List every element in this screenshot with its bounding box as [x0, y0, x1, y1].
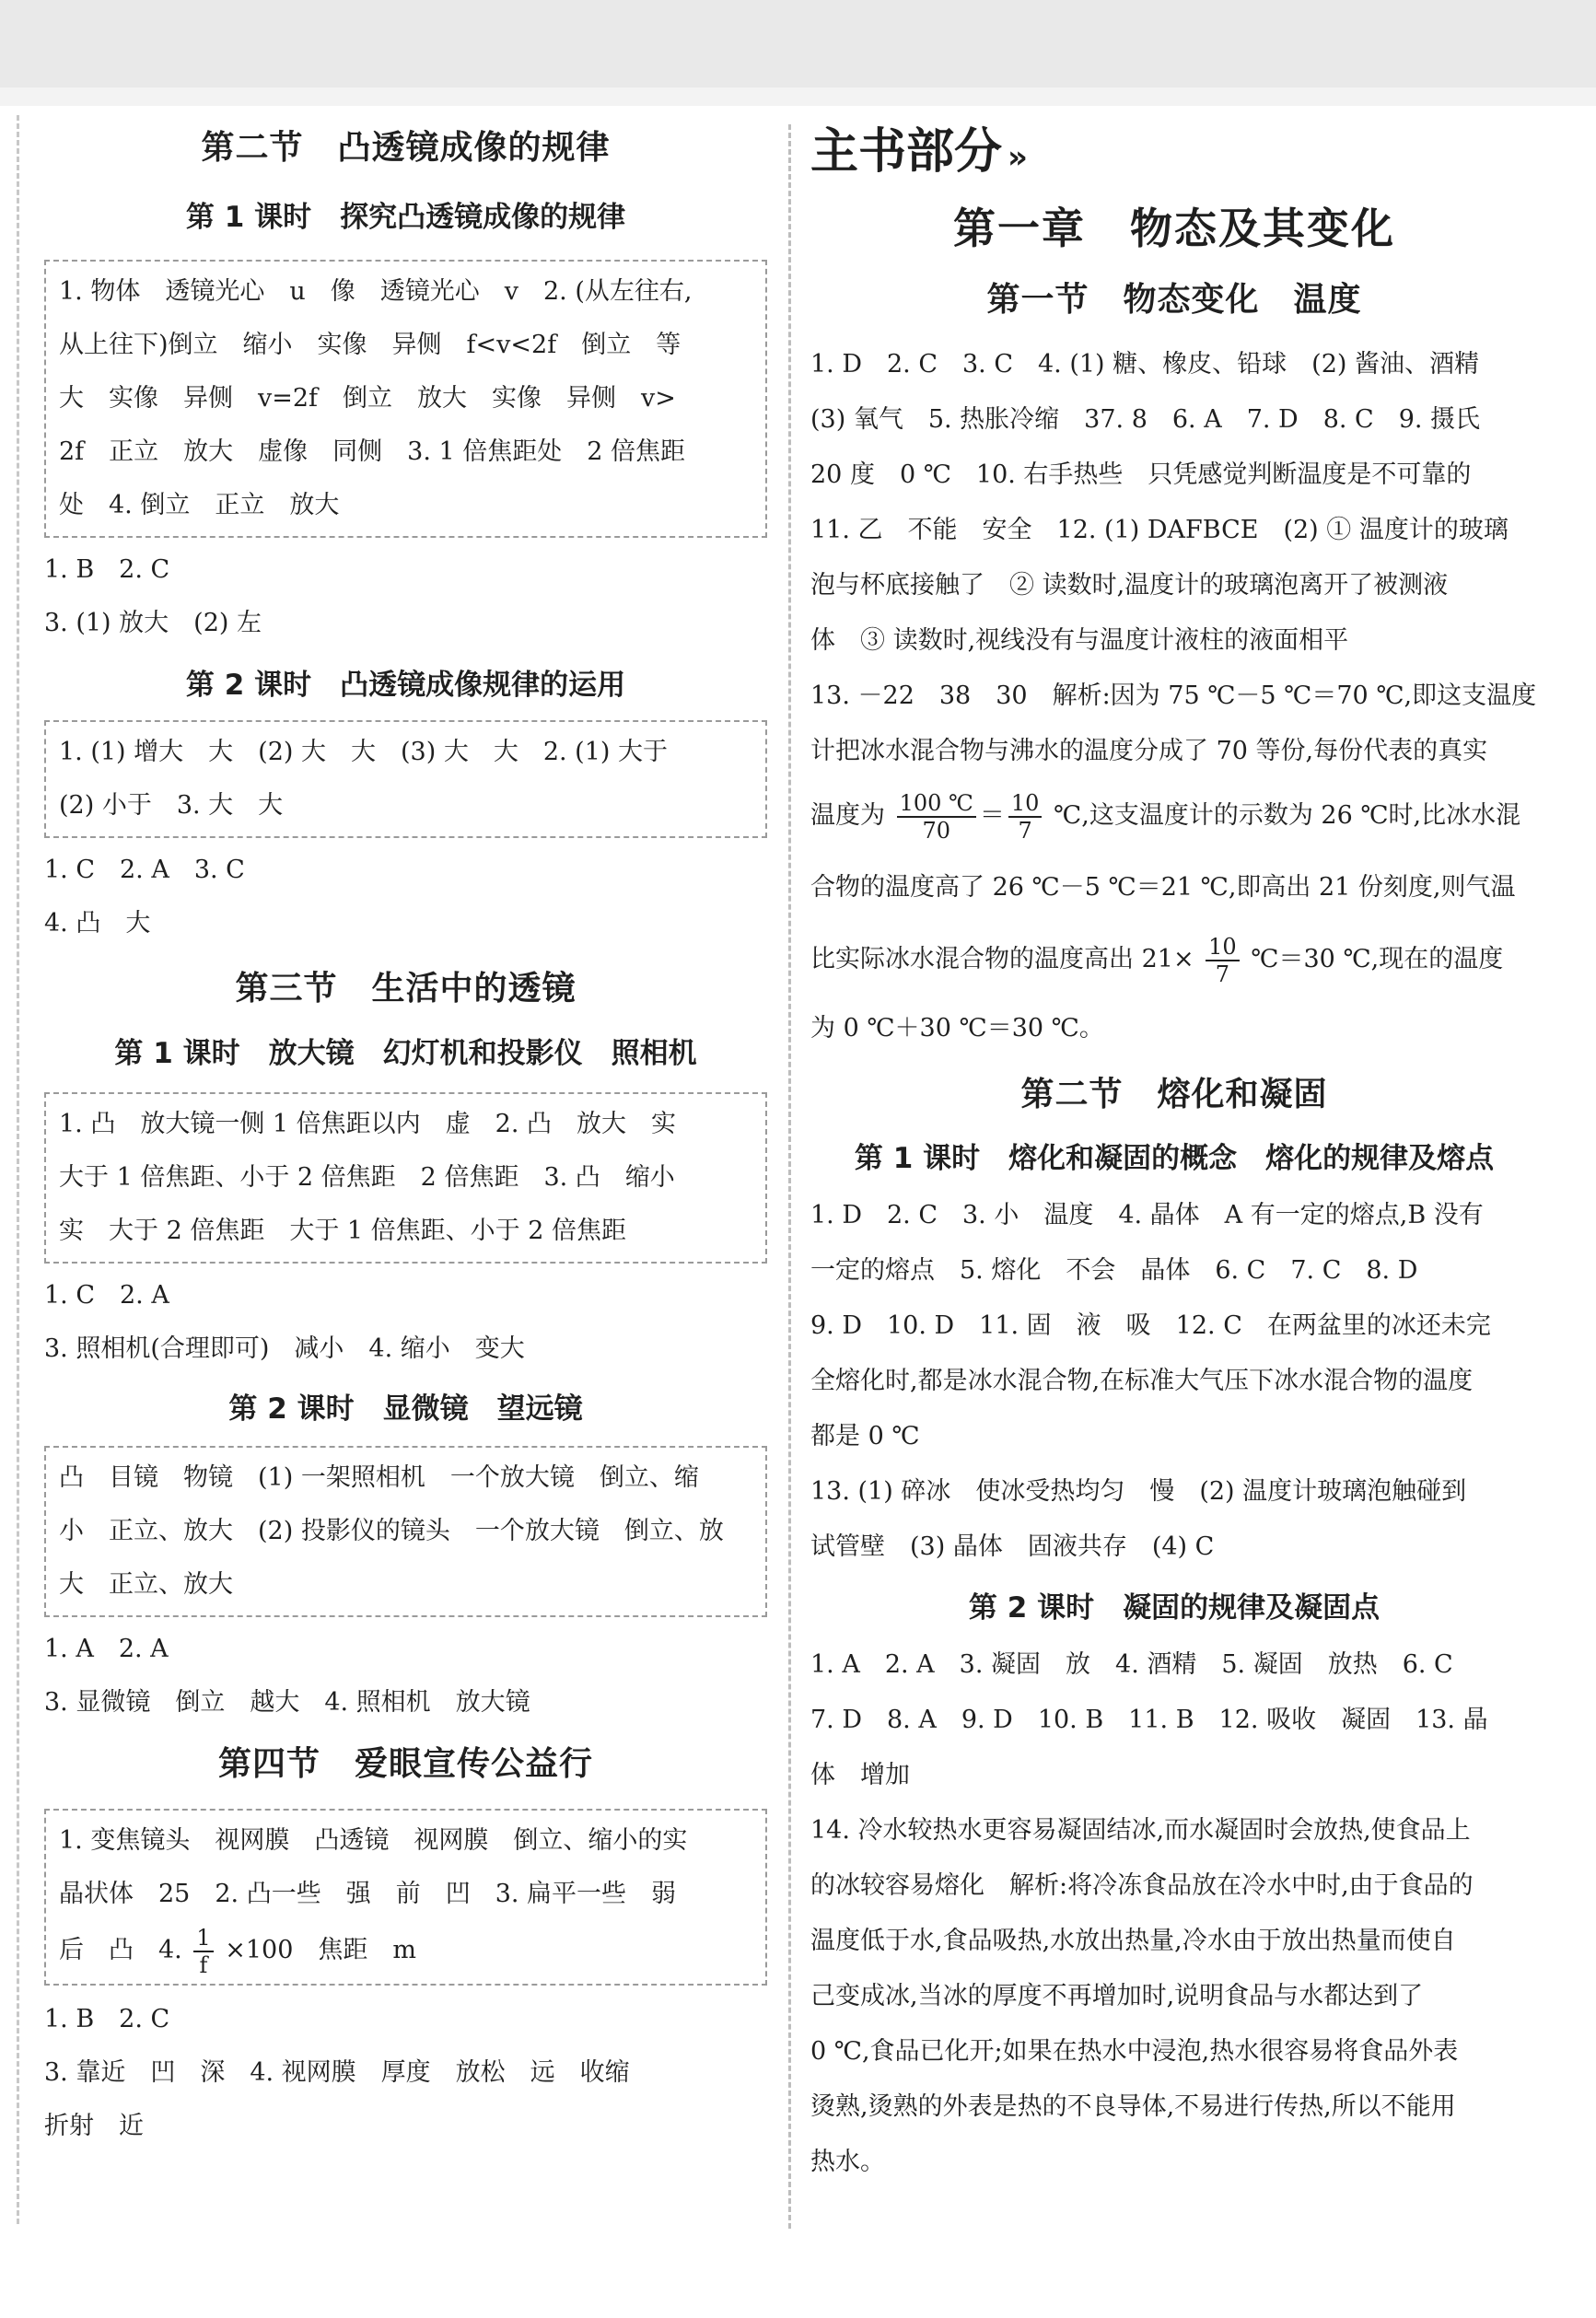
answer-line: 3. 显微镜 倒立 越大 4. 照相机 放大镜 — [44, 1688, 530, 1717]
answer-line: 3. (1) 放大 (2) 左 — [44, 609, 262, 637]
box-line: 大 实像 异侧 v=2f 倒立 放大 实像 异侧 v> — [59, 384, 676, 413]
answer-line: 一定的熔点 5. 熔化 不会 晶体 6. C 7. C 8. D — [810, 1256, 1418, 1285]
fraction-denominator: 70 — [922, 817, 951, 844]
answer-text: ℃,这支温度计的示数为 26 ℃时,比冰水混 — [1054, 801, 1521, 830]
answer-line: 试管壁 (3) 晶体 固液共存 (4) C — [810, 1532, 1215, 1561]
answer-block — [810, 1188, 1538, 1575]
chapter-title: 第一章 物态及其变化 — [953, 204, 1395, 253]
answer-line: 1. C 2. A — [44, 1281, 169, 1310]
answer-line: 合物的温度高了 26 ℃－5 ℃＝21 ℃,即高出 21 份刻度,则气温 — [810, 873, 1516, 902]
fraction — [1206, 934, 1240, 987]
box-line: 1. (1) 增大 大 (2) 大 大 (3) 大 大 2. (1) 大于 — [59, 738, 668, 766]
main-book-title — [810, 120, 1538, 184]
box-line — [59, 1921, 752, 1980]
fraction-denominator: f — [199, 1951, 208, 1978]
lesson-title: 第 1 课时 放大镜 幻灯机和投影仪 照相机 — [114, 1037, 697, 1070]
answer-line: 热水。 — [810, 2148, 885, 2176]
answer-line: 1. C 2. A 3. C — [44, 856, 245, 884]
box-line: 凸 目镜 物镜 (1) 一架照相机 一个放大镜 倒立、缩 — [59, 1463, 699, 1492]
lesson-title: 第 1 课时 熔化和凝固的概念 熔化的规律及熔点 — [854, 1142, 1495, 1175]
answer-box — [44, 1092, 767, 1264]
column-divider — [788, 124, 791, 2229]
box-line: 小 正立、放大 (2) 投影仪的镜头 一个放大镜 倒立、放 — [59, 1517, 724, 1545]
section-title: 第三节 生活中的透镜 — [235, 970, 577, 1008]
answer-line: 3. 照相机(合理即可) 减小 4. 缩小 变大 — [44, 1334, 525, 1363]
answer-line: 烫熟,烫熟的外表是热的不良导体,不易进行传热,所以不能用 — [810, 2092, 1456, 2121]
box-line: 2f 正立 放大 虚像 同侧 3. 1 倍焦距处 2 倍焦距 — [59, 437, 686, 466]
fraction-numerator: 1 — [193, 1925, 213, 1952]
section-title: 第二节 凸透镜成像的规律 — [201, 129, 611, 167]
box-line: 从上往下)倒立 缩小 实像 异侧 f<v<2f 倒立 等 — [59, 331, 682, 359]
answer-box — [44, 720, 767, 838]
fraction-numerator: 10 — [1206, 934, 1240, 961]
answer-block — [810, 1637, 1538, 2190]
fraction — [1008, 790, 1043, 844]
answer-line: 1. D 2. C 3. 小 温度 4. 晶体 A 有一定的熔点,B 没有 — [810, 1201, 1484, 1229]
answer-line: 全熔化时,都是冰水混合物,在标准大气压下冰水混合物的温度 — [810, 1367, 1474, 1395]
answer-block — [810, 337, 1538, 1061]
answer-line: 1. A 2. A — [44, 1635, 169, 1663]
left-column — [44, 120, 767, 2153]
answer-text: 比实际冰水混合物的温度高出 21× — [810, 945, 1194, 973]
box-line: 1. 变焦镜头 视网膜 凸透镜 视网膜 倒立、缩小的实 — [59, 1826, 688, 1855]
answer-line: 折射 近 — [44, 2112, 144, 2140]
answer-text: ℃＝30 ℃,现在的温度 — [1251, 945, 1504, 973]
answer-line: 13. －22 38 30 解析:因为 75 ℃－5 ℃＝70 ℃,即这支温度 — [810, 681, 1537, 710]
answer-line: 己变成冰,当冰的厚度不再增加时,说明食品与水都达到了 — [810, 1982, 1424, 2010]
fraction — [193, 1925, 213, 1978]
box-line: 1. 物体 透镜光心 u 像 透镜光心 v 2. (从左往右, — [59, 277, 693, 306]
box-line: (2) 小于 3. 大 大 — [59, 791, 284, 820]
top-scan-band — [0, 0, 1596, 87]
top-scan-shadow — [0, 87, 1596, 106]
answer-line: 都是 0 ℃ — [810, 1422, 920, 1450]
answer-line: 为 0 ℃＋30 ℃＝30 ℃。 — [810, 1014, 1104, 1043]
box-text: 后 凸 4. — [59, 1936, 182, 1964]
answer-box — [44, 260, 767, 538]
answer-line: 1. B 2. C — [44, 2005, 170, 2033]
answer-line: 13. (1) 碎冰 使冰受热均匀 慢 (2) 温度计玻璃泡触碰到 — [810, 1477, 1467, 1506]
answer-line: 3. 靠近 凹 深 4. 视网膜 厚度 放松 远 收缩 — [44, 2058, 630, 2087]
answer-line: 1. D 2. C 3. C 4. (1) 糖、橡皮、铅球 (2) 酱油、酒精 — [810, 350, 1479, 379]
box-line: 大于 1 倍焦距、小于 2 倍焦距 2 倍焦距 3. 凸 缩小 — [59, 1163, 675, 1192]
answer-line: 体 增加 — [810, 1761, 910, 1789]
lesson-title: 第 2 课时 凝固的规律及凝固点 — [968, 1591, 1380, 1625]
box-line: 晶状体 25 2. 凸一些 强 前 凹 3. 扁平一些 弱 — [59, 1880, 677, 1908]
answer-line: 的冰较容易熔化 解析:将冷冻食品放在冷水中时,由于食品的 — [810, 1871, 1474, 1900]
fraction-numerator: 100 ℃ — [897, 790, 976, 818]
box-line: 大 正立、放大 — [59, 1570, 233, 1599]
lesson-title: 第 2 课时 显微镜 望远镜 — [228, 1392, 583, 1426]
answer-line: 11. 乙 不能 安全 12. (1) DAFBCE (2) ① 温度计的玻璃 — [810, 516, 1509, 544]
answer-line: 9. D 10. D 11. 固 液 吸 12. C 在两盆里的冰还未完 — [810, 1311, 1491, 1340]
answer-line: 泡与杯底接触了 ② 读数时,温度计的玻璃泡离开了被测液 — [810, 571, 1449, 600]
left-margin-dash — [17, 115, 19, 2224]
section-title: 第二节 熔化和凝固 — [1020, 1076, 1328, 1113]
answer-line: 7. D 8. A 9. D 10. B 11. B 12. 吸收 凝固 13. 晶 — [810, 1706, 1488, 1734]
box-line: 1. 凸 放大镜一侧 1 倍焦距以内 虚 2. 凸 放大 实 — [59, 1110, 677, 1138]
answer-line — [810, 779, 1538, 853]
answer-line: 1. B 2. C — [44, 555, 170, 584]
fraction-numerator: 10 — [1008, 790, 1043, 818]
lesson-title: 第 2 课时 凸透镜成像规律的运用 — [185, 669, 626, 702]
answer-line: 温度低于水,食品吸热,水放出热量,冷水由于放出热量而使自 — [810, 1927, 1456, 1955]
section-title: 第一节 物态变化 温度 — [986, 281, 1362, 319]
answer-box — [44, 1809, 767, 1986]
answer-line: 4. 凸 大 — [44, 909, 151, 938]
answer-line: 1. A 2. A 3. 凝固 放 4. 酒精 5. 凝固 放热 6. C — [810, 1650, 1453, 1679]
answer-line — [810, 923, 1538, 996]
answer-line: 计把冰水混合物与沸水的温度分成了 70 等份,每份代表的真实 — [810, 737, 1488, 765]
answer-line: 0 ℃,食品已化开;如果在热水中浸泡,热水很容易将食品外表 — [810, 2037, 1459, 2066]
answer-box — [44, 1446, 767, 1617]
answer-line: 体 ③ 读数时,视线没有与温度计液柱的液面相平 — [810, 626, 1349, 655]
box-line: 处 4. 倒立 正立 放大 — [59, 491, 340, 519]
fraction-denominator: 7 — [1018, 817, 1032, 844]
lesson-title: 第 1 课时 探究凸透镜成像的规律 — [185, 201, 626, 234]
answer-text: 温度为 — [810, 801, 885, 830]
section-title: 第四节 爱眼宣传公益行 — [217, 1745, 593, 1783]
fraction-denominator: 7 — [1215, 961, 1230, 987]
answer-line: 20 度 0 ℃ 10. 右手热些 只凭感觉判断温度是不可靠的 — [810, 460, 1472, 489]
box-line: 实 大于 2 倍焦距 大于 1 倍焦距、小于 2 倍焦距 — [59, 1217, 627, 1245]
equals-sign: ＝ — [979, 801, 1005, 830]
answer-line: (3) 氧气 5. 热胀冷缩 37. 8 6. A 7. D 8. C 9. 摄氏 — [810, 405, 1481, 434]
fraction — [897, 790, 976, 844]
main-title-text: 主书部分 — [810, 124, 1003, 180]
answer-line: 14. 冷水较热水更容易凝固结冰,而水凝固时会放热,使食品上 — [810, 1816, 1471, 1845]
double-chevron-icon: » — [1008, 139, 1028, 176]
right-column — [810, 120, 1538, 2190]
box-text: ×100 焦距 m — [225, 1936, 416, 1964]
